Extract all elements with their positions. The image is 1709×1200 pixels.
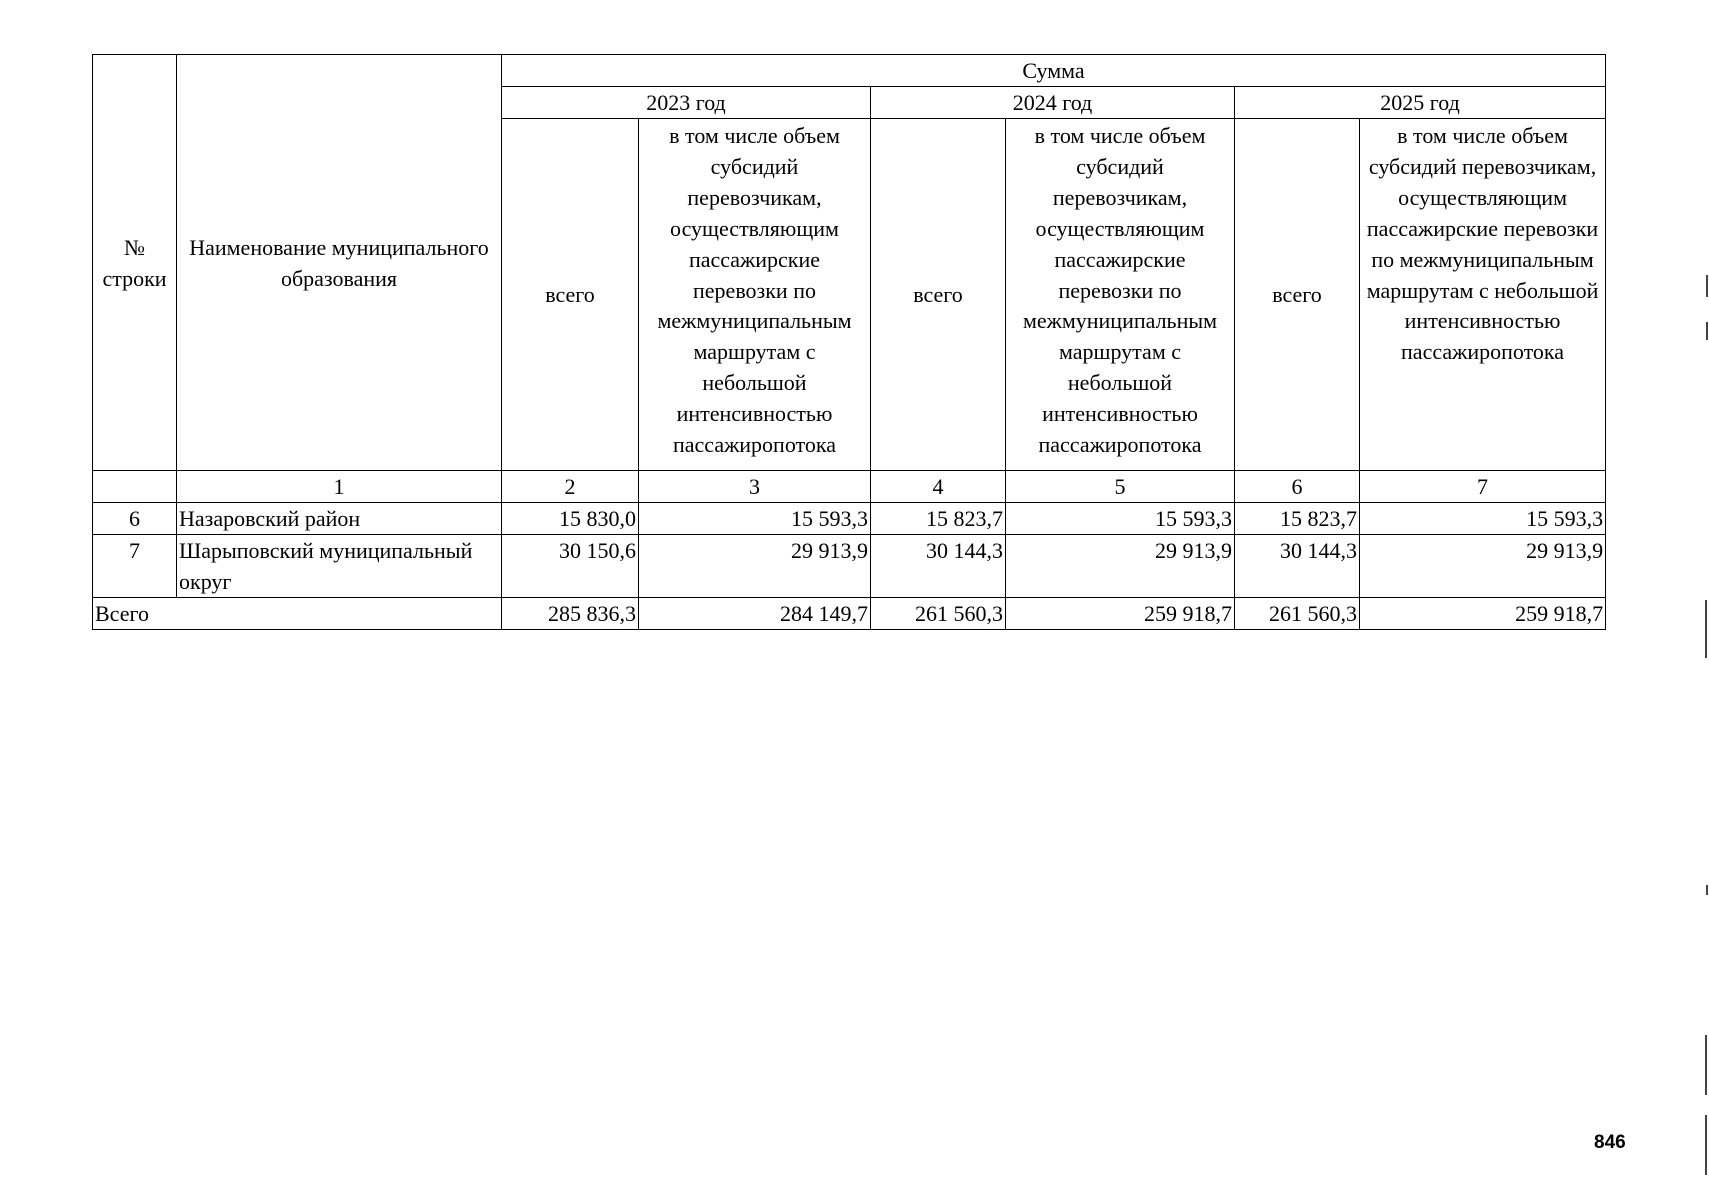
header-subsidy-2025: в том числе объем субсидий перевозчикам, осуществляющим пассажирские перевозки по межмуниципальным маршрутам с небольшой интенсивностью пассажиропотока [1360,119,1606,471]
value-cell: 29 913,9 [1360,535,1606,598]
total-value: 259 918,7 [1360,598,1606,630]
header-sum: Сумма [502,55,1606,87]
column-number: 4 [871,471,1006,503]
row-number: 7 [93,535,177,598]
value-cell: 29 913,9 [1006,535,1235,598]
column-number-row [93,471,1606,503]
column-number: 5 [1006,471,1235,503]
column-number: 2 [502,471,639,503]
value-cell: 15 823,7 [1235,503,1360,535]
header-total-2023: всего [502,119,639,471]
header-subsidy-2023: в том числе объем субсидий перевозчикам, осуществляющим пассажирские перевозки по межмуниципальным маршрутам с небольшой интенсивностью пассажиропотока [639,119,871,471]
column-number: 6 [1235,471,1360,503]
scan-margin-mark [1706,885,1708,895]
column-number: 1 [177,471,502,503]
scan-margin-mark [1705,1115,1707,1175]
header-year-2025: 2025 год [1235,87,1606,119]
table-row [93,503,1606,535]
subsidy-table [92,54,1606,630]
value-cell: 30 144,3 [1235,535,1360,598]
total-value: 284 149,7 [639,598,871,630]
scan-margin-mark [1705,1035,1707,1095]
header-year-2024: 2024 год [871,87,1235,119]
municipality-name: Шарыповский муниципальный округ [177,535,502,598]
value-cell: 15 830,0 [502,503,639,535]
value-cell: 30 150,6 [502,535,639,598]
header-municipality-name: Наименование муниципального образования [177,55,502,471]
municipality-name: Назаровский район [177,503,502,535]
value-cell: 29 913,9 [639,535,871,598]
column-number: 7 [1360,471,1606,503]
scan-margin-mark [1706,275,1708,297]
header-subsidy-2024: в том числе объем субсидий перевозчикам, осуществляющим пассажирские перевозки по межмуниципальным маршрутам с небольшой интенсивностью пассажиропотока [1006,119,1235,471]
scan-margin-mark [1705,600,1707,658]
total-value: 259 918,7 [1006,598,1235,630]
header-total-2025: всего [1235,119,1360,471]
header-row-number: № строки [93,55,177,471]
value-cell: 15 593,3 [1360,503,1606,535]
row-number: 6 [93,503,177,535]
table-row [93,535,1606,598]
total-label: Всего [93,598,502,630]
value-cell: 15 823,7 [871,503,1006,535]
value-cell: 30 144,3 [871,535,1006,598]
scan-margin-mark [1706,322,1708,340]
page-number: 846 [1594,1132,1626,1153]
total-value: 261 560,3 [1235,598,1360,630]
column-number [93,471,177,503]
total-value: 261 560,3 [871,598,1006,630]
total-row [93,598,1606,630]
column-number: 3 [639,471,871,503]
value-cell: 15 593,3 [1006,503,1235,535]
header-total-2024: всего [871,119,1006,471]
header-year-2023: 2023 год [502,87,871,119]
total-value: 285 836,3 [502,598,639,630]
value-cell: 15 593,3 [639,503,871,535]
